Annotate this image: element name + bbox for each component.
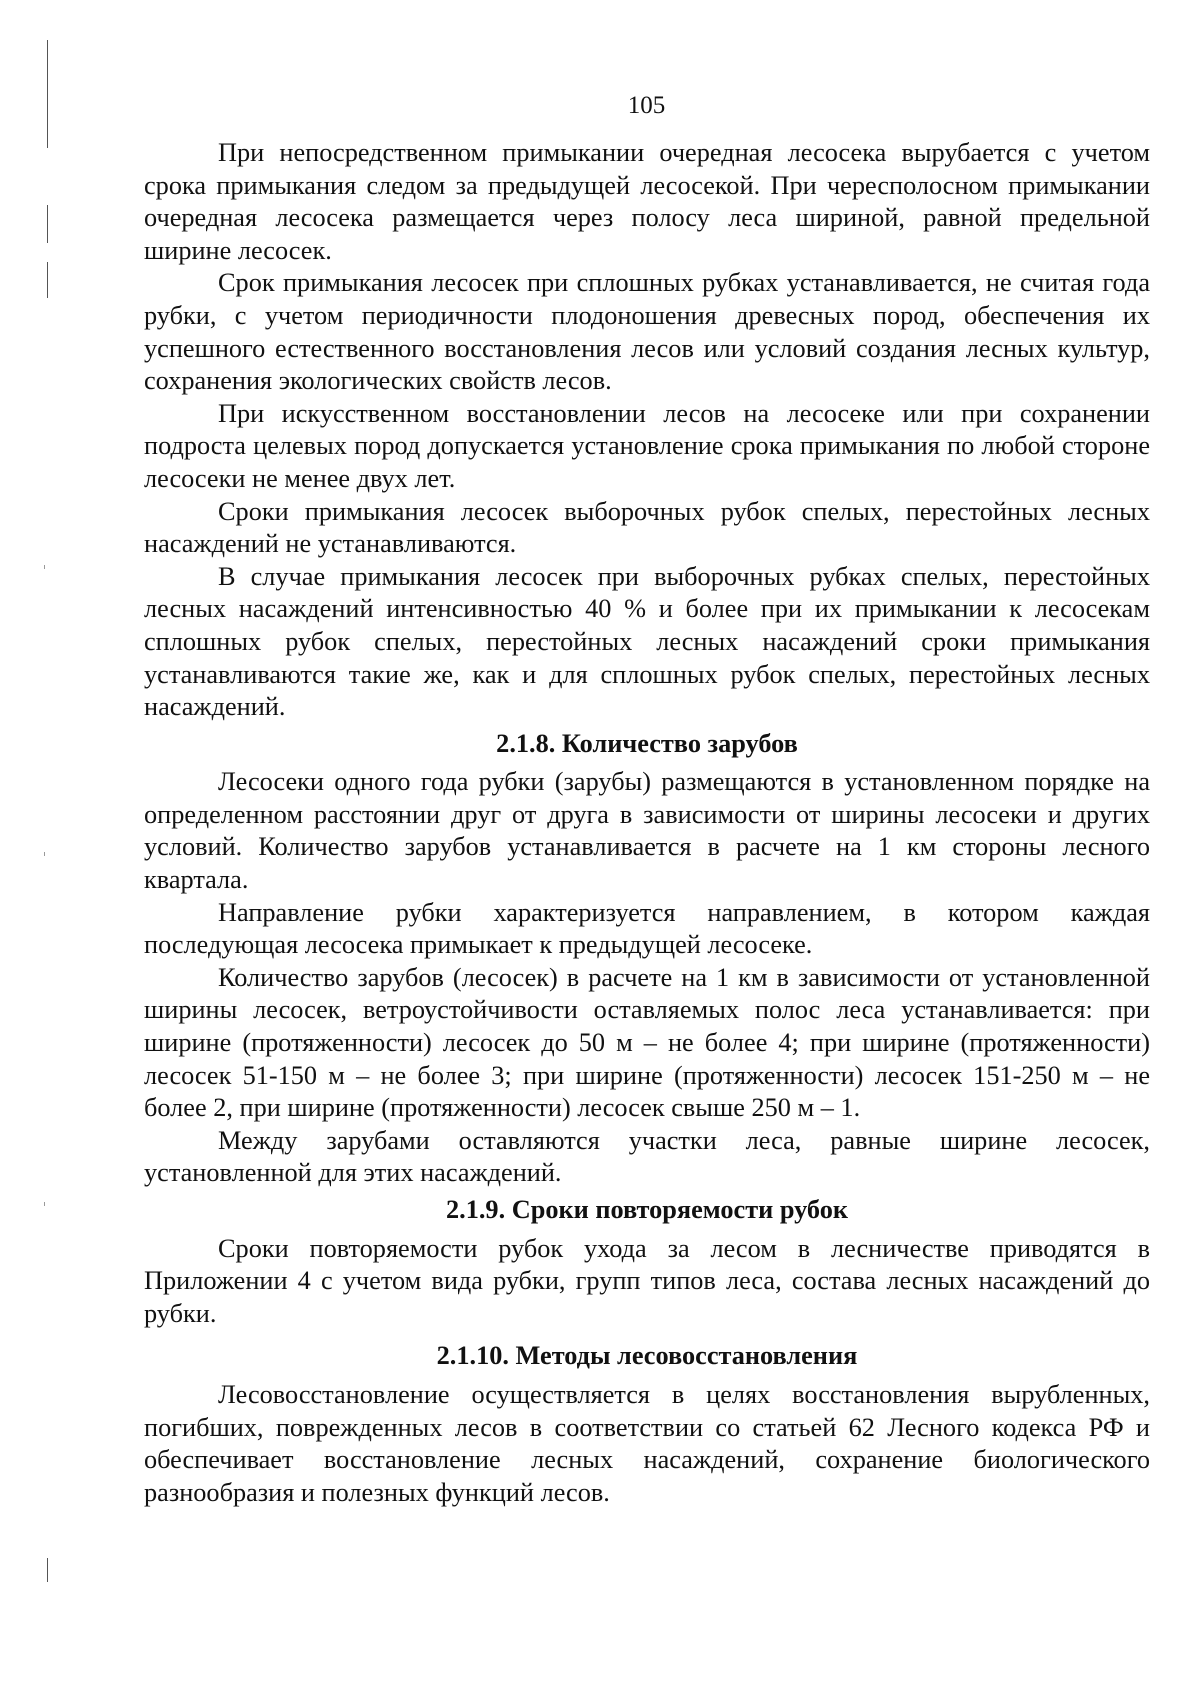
scan-edge-mark: [44, 852, 45, 856]
scan-edge-mark: [44, 1202, 45, 1206]
scan-edge-mark: [47, 205, 48, 243]
page-number: 105: [627, 92, 666, 119]
paragraph-reforestation: Лесовосстановление осуществляется в целях восстановления вырубленных, погибших, поврежденных лесов в соответствии со статьей 62 Лесного кодекса РФ и обеспечивает восстановление лесных насаждений, сохранение биологического разнообразия и полезных функций лесов.: [144, 1379, 1150, 1507]
paragraph-cutting-direction: Направление рубки характеризуется направлением, в котором каждая последующая лесосека примыкает к предыдущей лесосеке.: [144, 897, 1150, 960]
paragraph-cutting-count: Количество зарубов (лесосек) в расчете на 1 км в зависимости от установленной ширины лесосек, ветроустойчивости оставляемых полос леса устанавливается: при ширине (протяженности) лесосек до 50 м – не более 4; при ширине (протяженности) лесосек 51-150 м – не более 3; при ширине (протяженности) лесосек 151-250 м – не более 2, при ширине (протяженности) лесосек свыше 250 м – 1.: [144, 962, 1150, 1123]
paragraph-forest-strips: Между зарубами оставляются участки леса, равные ширине лесосек, установленной для этих насаждений.: [144, 1125, 1150, 1188]
section-heading-2-1-10: 2.1.10. Методы лесовосстановления: [436, 1341, 858, 1371]
paragraph-adjacency-term: Срок примыкания лесосек при сплошных рубках устанавливается, не считая года рубки, с учетом периодичности плодоношения древесных пород, обеспечения их успешного естественного восстановления лесов или условий создания лесных культур, сохранения экологических свойств лесов.: [144, 268, 1150, 396]
paragraph-adjacency-direct: При непосредственном примыкании очередная лесосека вырубается с учетом срока примыкания следом за предыдущей лесосекой. При чересполосном примыкании очередная лесосека размещается через полосу леса шириной, равной предельной ширине лесосек.: [144, 138, 1150, 265]
section-heading-2-1-8: 2.1.8. Количество зарубов: [496, 728, 798, 758]
paragraph-selective-intensity: В случае примыкания лесосек при выборочных рубках спелых, перестойных лесных насаждений интенсивностью 40 % и более при их примыкании к лесосекам сплошных рубок спелых, перестойных лесных насаждений сроки примыкания устанавливаются такие же, как и для сплошных рубок спелых, перестойных лесных насаждений.: [144, 561, 1150, 722]
paragraph-cutting-areas-placement: Лесосеки одного года рубки (зарубы) размещаются в установленном порядке на определенном расстоянии друг от друга в зависимости от ширины лесосеки и других условий. Количество зарубов устанавливается в расчете на 1 км стороны лесного квартала.: [144, 767, 1150, 895]
paragraph-repeat-terms: Сроки повторяемости рубок ухода за лесом в лесничестве приводятся в Приложении 4 с учетом вида рубки, групп типов леса, состава лесных насаждений до рубки.: [144, 1233, 1150, 1328]
paragraph-selective-cutting: Сроки примыкания лесосек выборочных рубок спелых, перестойных лесных насаждений не устанавливаются.: [144, 496, 1150, 559]
scan-edge-mark: [47, 1558, 48, 1582]
scan-edge-mark: [47, 262, 48, 298]
document-body: [144, 137, 1150, 1509]
section-heading-2-1-9: 2.1.9. Сроки повторяемости рубок: [445, 1195, 849, 1224]
scan-edge-mark: [44, 565, 45, 569]
paragraph-artificial-restoration: При искусственном восстановлении лесов на лесосеке или при сохранении подроста целевых пород допускается установление срока примыкания по любой стороне лесосеки не менее двух лет.: [144, 398, 1150, 493]
